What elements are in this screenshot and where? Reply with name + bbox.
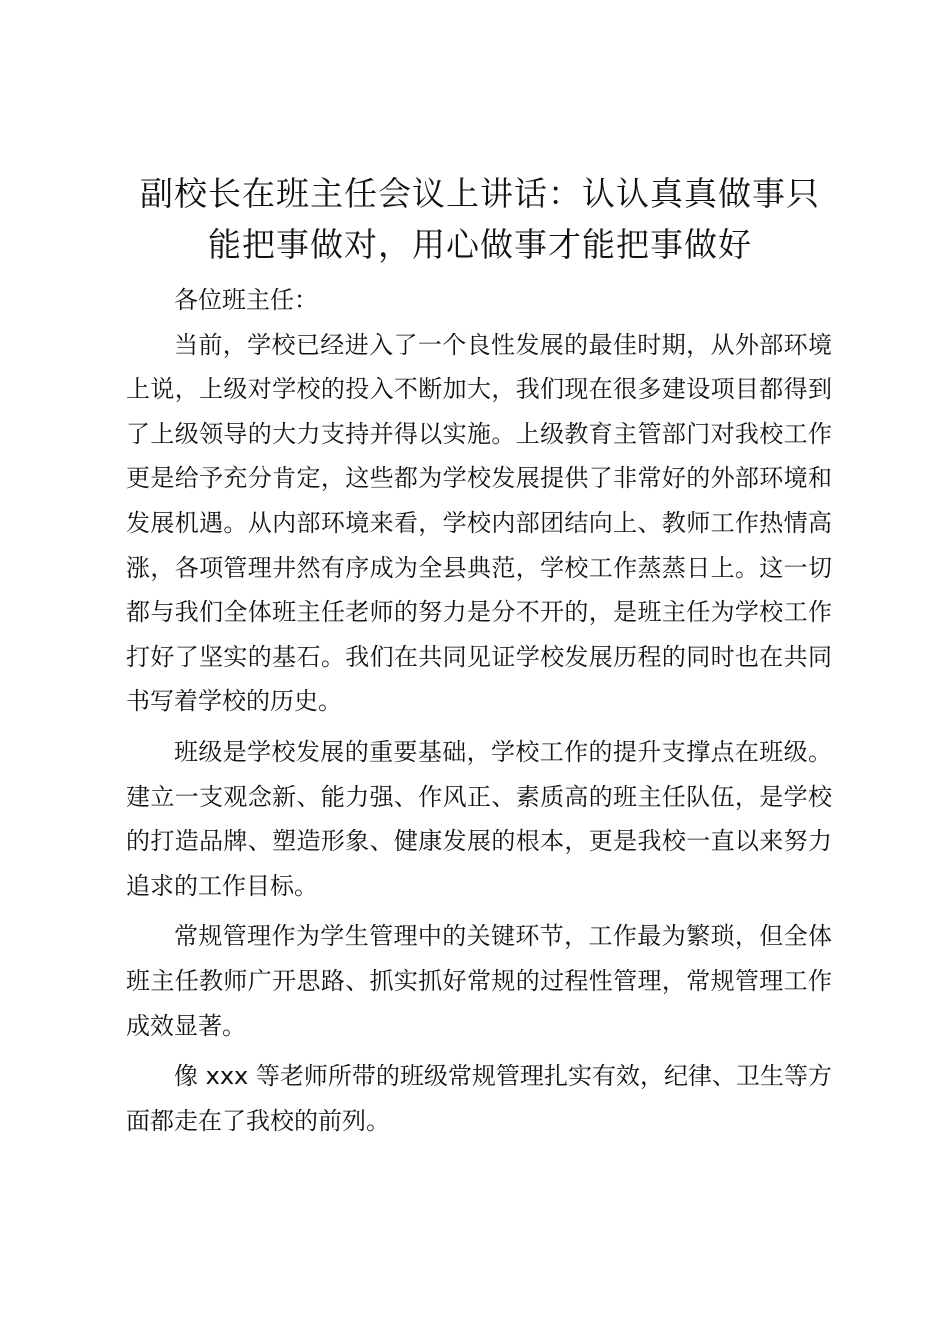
salutation: 各位班主任： [174,286,318,314]
paragraph-3: 常规管理作为学生管理中的关键环节，工作最为繁琐，但全体班主任教师广开思路、抓实抓好常规的过程性管理，常规管理工作成效显著。 [126,922,832,1040]
paragraph-2: 班级是学校发展的重要基础，学校工作的提升支撑点在班级。建立一支观念新、能力强、作风正、素质高的班主任队伍，是学校的打造品牌、塑造形象、健康发展的根本，更是我校一直以来努力追求的工作目标。 [126,737,832,900]
paragraph-4: 像 xxx 等老师所带的班级常规管理扎实有效，纪律、卫生等方面都走在了我校的前列。 [126,1062,832,1135]
document-body [126,278,832,1143]
document-title-line-1: 副校长在班主任会议上讲话：认认真真做事只 [140,174,820,213]
document-title-line-2: 能把事做对，用心做事才能把事做好 [208,225,752,264]
document-title [120,168,840,270]
paragraph-1: 当前，学校已经进入了一个良性发展的最佳时期，从外部环境上说，上级对学校的投入不断加大，我们现在很多建设项目都得到了上级领导的大力支持并得以实施。上级教育主管部门对我校工作更是给予充分肯定，这些都为学校发展提供了非常好的外部环境和发展机遇。从内部环境来看，学校内部团结向上、教师工作热情高涨，各项管理井然有序成为全县典范，学校工作蒸蒸日上。这一切都与我们全体班主任老师的努力是分不开的，是班主任为学校工作打好了坚实的基石。我们在共同见证学校发展历程的同时也在共同书写着学校的历史。 [126,330,832,716]
